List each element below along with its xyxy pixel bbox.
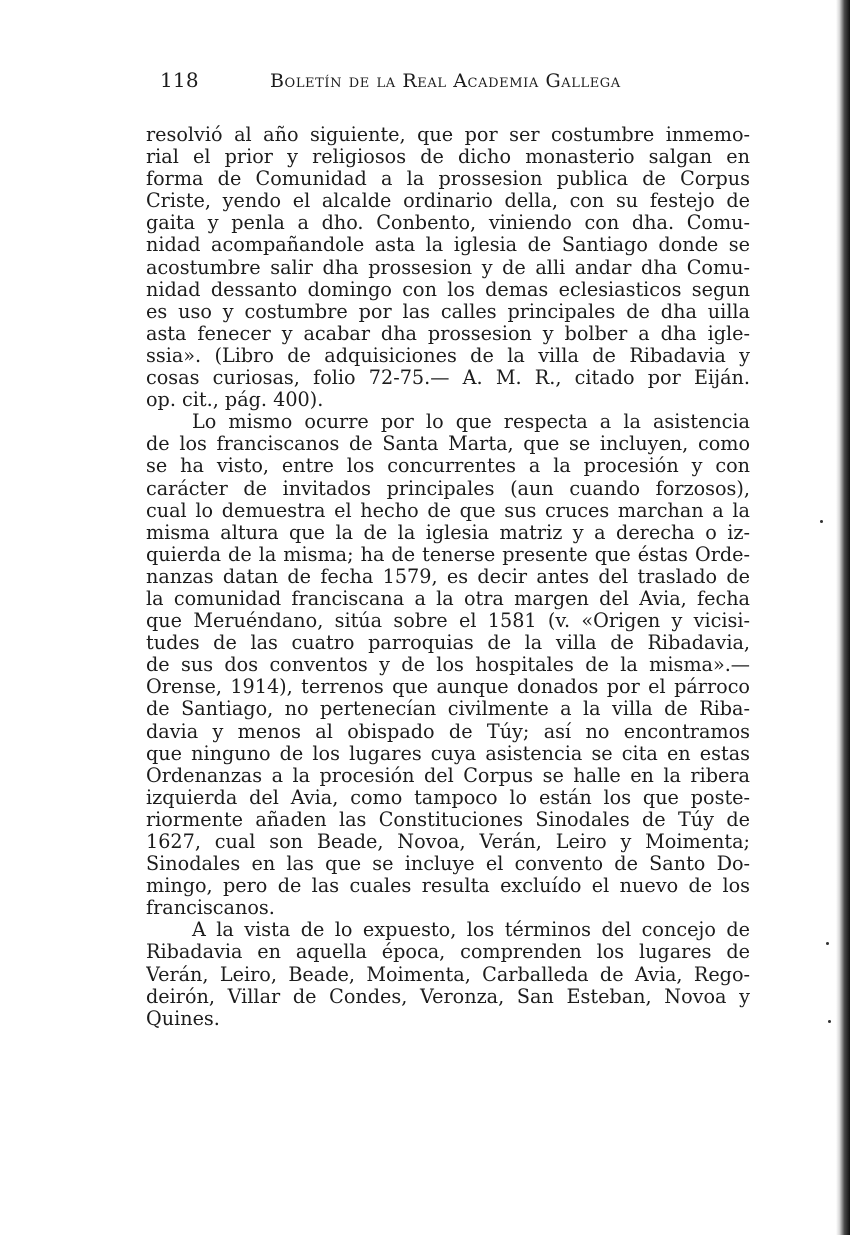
text-line: misma altura que la de la iglesia matriz y a derecha o iz-: [146, 521, 750, 544]
page-header: [160, 62, 660, 94]
text-line: Orense, 1914), terrenos que aunque donados por el párroco: [146, 676, 750, 699]
running-head: Boletín de la Real Academia Gallega: [270, 70, 621, 92]
text-line: quierda de la misma; ha de tenerse presente que éstas Orde-: [146, 543, 750, 566]
page-number: 118: [160, 68, 199, 92]
scan-speck: [826, 942, 829, 945]
text-line: deirón, Villar de Condes, Veronza, San Esteban, Novoa y: [146, 985, 750, 1008]
text-line: resolvió al año siguiente, que por ser costumbre inmemo-: [146, 124, 750, 146]
text-line: nidad dessanto domingo con los demas eclesiasticos segun: [146, 278, 750, 301]
text-line: Criste, yendo el alcalde ordinario della, con su festejo de: [146, 190, 750, 213]
text-line: cosas curiosas, folio 72-75.— A. M. R., citado por Eiján.: [146, 367, 750, 390]
text-line: Verán, Leiro, Beade, Moimenta, Carballeda de Avia, Rego-: [146, 963, 750, 986]
text-line: cual lo demuestra el hecho de que sus cruces marchan a la: [146, 499, 750, 522]
text-line: davia y menos al obispado de Túy; así no encontramos: [146, 720, 750, 743]
text-line: ssia». (Libro de adquisiciones de la villa de Ribadavia y: [146, 344, 750, 367]
text-line: mingo, pero de las cuales resulta excluído el nuevo de los: [146, 875, 750, 898]
paragraph: [146, 919, 750, 1029]
text-line: de sus dos conventos y de los hospitales de la misma».—: [146, 654, 750, 677]
text-line: izquierda del Avia, como tampoco lo están los que poste-: [146, 786, 750, 809]
paragraph: [146, 124, 750, 411]
text-line: Ribadavia en aquella época, comprenden los lugares de: [146, 941, 750, 964]
text-line: A la vista de lo expuesto, los términos del concejo de: [192, 919, 750, 942]
text-line: de los franciscanos de Santa Marta, que se incluyen, como: [146, 433, 750, 456]
text-line: que ninguno de los lugares cuya asistencia se cita en estas: [146, 742, 750, 765]
text-line: Sinodales en las que se incluye el convento de Santo Do-: [146, 853, 750, 876]
text-line: acostumbre salir dha prossesion y de alli andar dha Comu-: [146, 256, 750, 279]
text-line: forma de Comunidad a la prossesion publica de Corpus: [146, 168, 750, 191]
scan-speck: [828, 1020, 831, 1023]
text-line: que Meruéndano, sitúa sobre el 1581 (v. «Origen y vicisi-: [146, 610, 750, 633]
text-line: de Santiago, no pertenecían civilmente a la villa de Riba-: [146, 698, 750, 721]
text-line: gaita y penla a dho. Conbento, viniendo con dha. Comu-: [146, 212, 750, 235]
text-line: es uso y costumbre por las calles principales de dha uilla: [146, 300, 750, 323]
text-line: riormente añaden las Constituciones Sinodales de Túy de: [146, 808, 750, 831]
text-line: la comunidad franciscana a la otra margen del Avia, fecha: [146, 587, 750, 610]
text-line: asta fenecer y acabar dha prossesion y bolber a dha igle-: [146, 322, 750, 345]
paragraph: [146, 411, 750, 919]
page-edge-shadow: [836, 0, 850, 1235]
text-line: rial el prior y religiosos de dicho monasterio salgan en: [146, 146, 750, 169]
text-line: Lo mismo ocurre por lo que respecta a la asistencia: [192, 411, 750, 434]
text-line: op. cit., pág. 400).: [146, 389, 324, 412]
scan-speck: [820, 520, 823, 523]
text-line: nanzas datan de fecha 1579, es decir antes del traslado de: [146, 565, 750, 588]
text-line: nidad acompañandole asta la iglesia de Santiago donde se: [146, 234, 750, 257]
text-line: carácter de invitados principales (aun cuando forzosos),: [146, 477, 750, 500]
text-line: Ordenanzas a la procesión del Corpus se halle en la ribera: [146, 764, 750, 787]
text-line: se ha visto, entre los concurrentes a la procesión y con: [146, 455, 750, 478]
text-line: 1627, cual son Beade, Novoa, Verán, Leiro y Moimenta;: [146, 831, 750, 853]
text-line: franciscanos.: [146, 897, 275, 920]
body-text: [146, 124, 750, 1030]
text-line: tudes de las cuatro parroquias de la villa de Ribadavia,: [146, 632, 750, 655]
text-line: Quines.: [146, 1007, 220, 1030]
